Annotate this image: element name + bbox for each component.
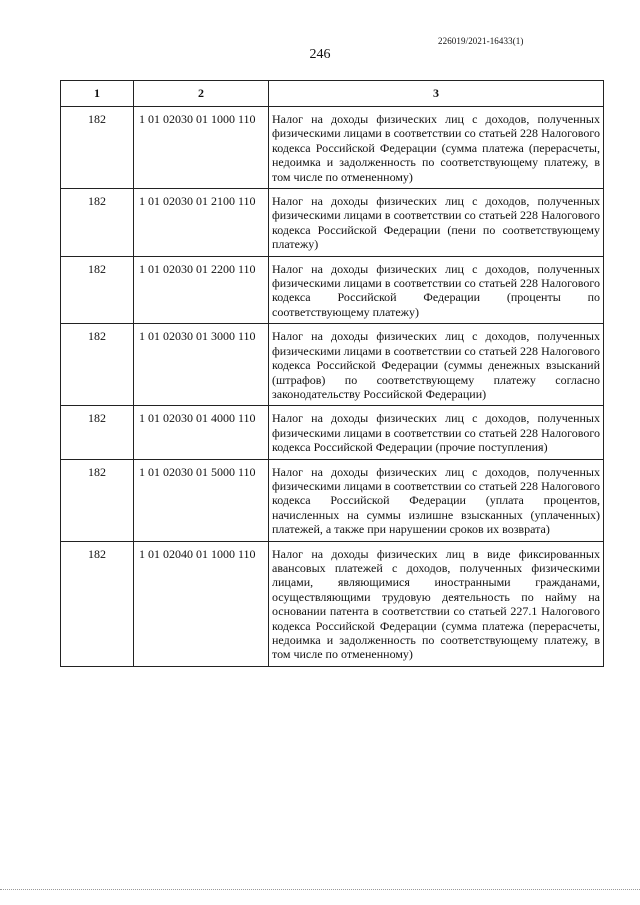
budget-code-cell: 1 01 02030 01 4000 110 [134, 406, 269, 459]
table-row [61, 324, 604, 406]
column-header-2: 2 [134, 81, 269, 107]
budget-code-cell: 1 01 02030 01 5000 110 [134, 459, 269, 541]
column-header-1: 1 [61, 81, 134, 107]
budget-codes-table [60, 80, 604, 667]
admin-code-cell: 182 [61, 541, 134, 666]
income-name-cell: Налог на доходы физических лиц с доходов, полученных физическими лицами в соответствии со статьей 228 Налогового кодекса Российской Федерации (пени по соответствующему платежу) [269, 189, 604, 257]
budget-code-cell: 1 01 02030 01 1000 110 [134, 107, 269, 189]
column-header-3: 3 [269, 81, 604, 107]
document-id: 226019/2021-16433(1) [438, 36, 524, 46]
table-row [61, 256, 604, 324]
table-row [61, 541, 604, 666]
table-row [61, 459, 604, 541]
income-name-cell: Налог на доходы физических лиц в виде фиксированных авансовых платежей с доходов, полученных физическими лицами, являющимися иностранными гражданами, осуществляющими трудовую деятельность по найму на основании патента в соответствии со статьей 227.1 Налогового кодекса Российской Федерации (сумма платежа (перерасчеты, недоимка и задолженность по соответствующему платежу, в том числе по отмененному) [269, 541, 604, 666]
income-name-cell: Налог на доходы физических лиц с доходов, полученных физическими лицами в соответствии со статьей 228 Налогового кодекса Российской Федерации (сумма платежа (перерасчеты, недоимка и задолженность по соответствующему платежу, в том числе по отмененному) [269, 107, 604, 189]
income-name-cell: Налог на доходы физических лиц с доходов, полученных физическими лицами в соответствии со статьей 228 Налогового кодекса Российской Федерации (суммы денежных взысканий (штрафов) по соответствующему платежу согласно законодательству Российской Федерации) [269, 324, 604, 406]
admin-code-cell: 182 [61, 406, 134, 459]
budget-code-cell: 1 01 02030 01 3000 110 [134, 324, 269, 406]
table-row [61, 189, 604, 257]
admin-code-cell: 182 [61, 459, 134, 541]
income-name-cell: Налог на доходы физических лиц с доходов, полученных физическими лицами в соответствии со статьей 228 Налогового кодекса Российской Федерации (прочие поступления) [269, 406, 604, 459]
table-row [61, 107, 604, 189]
admin-code-cell: 182 [61, 256, 134, 324]
page-bottom-rule [0, 889, 640, 890]
income-name-cell: Налог на доходы физических лиц с доходов, полученных физическими лицами в соответствии со статьей 228 Налогового кодекса Российской Федерации (уплата процентов, начисленных на суммы излишне взысканных (уплаченных) платежей, а также при нарушении сроков их возврата) [269, 459, 604, 541]
budget-code-cell: 1 01 02030 01 2200 110 [134, 256, 269, 324]
budget-code-cell: 1 01 02040 01 1000 110 [134, 541, 269, 666]
admin-code-cell: 182 [61, 189, 134, 257]
admin-code-cell: 182 [61, 107, 134, 189]
budget-code-cell: 1 01 02030 01 2100 110 [134, 189, 269, 257]
admin-code-cell: 182 [61, 324, 134, 406]
table-row [61, 406, 604, 459]
income-name-cell: Налог на доходы физических лиц с доходов, полученных физическими лицами в соответствии со статьей 228 Налогового кодекса Российской Федерации (проценты по соответствующему платежу) [269, 256, 604, 324]
page-number: 246 [309, 47, 331, 62]
table-header-row [61, 81, 604, 107]
